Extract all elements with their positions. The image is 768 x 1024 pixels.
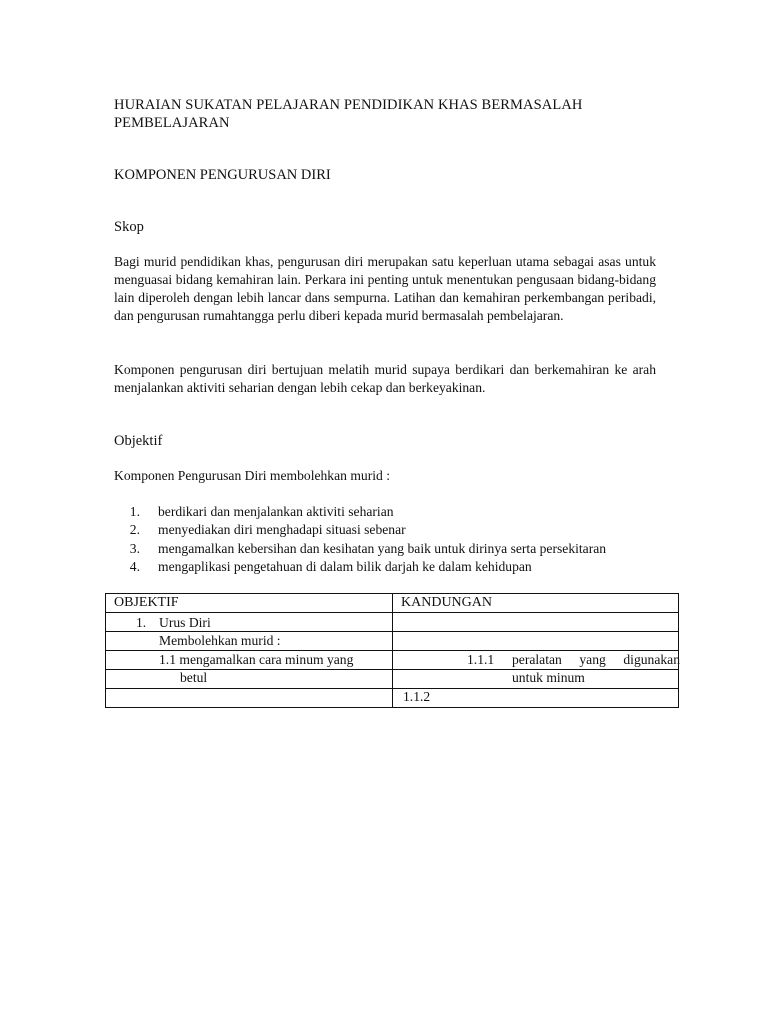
scope-paragraph-1: Bagi murid pendidikan khas, pengurusan diri merupakan satu keperluan utama sebagai asas untuk menguasai bidang kemahiran lain. Perkara ini penting untuk menentukan pengusaan bidang-bidang lain diperoleh dengan lebih lancar dans sempurna. Latihan dan kemahiran perkembangan peribadi, dan pengurusan rumahtangga perlu diberi kepada murid bermasalah pembelajaran.: [114, 254, 656, 323]
component-heading: KOMPONEN PENGURUSAN DIRI: [114, 167, 331, 183]
objective-cell: 1. Urus Diri Membolehkan murid : 1.1 mengamalkan cara minum yang betul: [106, 613, 393, 632]
scope-heading: Skop: [114, 219, 144, 235]
objective-heading: Objektif: [114, 433, 163, 449]
scope-paragraph-2: Komponen pengurusan diri bertujuan melatih murid supaya berdikari dan berkemahiran ke arah menjalankan aktiviti seharian dengan lebih cekap dan berkeyakinan.: [114, 362, 656, 395]
table-row: [106, 689, 679, 708]
list-item: 4. mengaplikasi pengetahuan di dalam bilik darjah ke dalam kehidupan: [129, 558, 532, 574]
content-cell: 1.1.1 peralatan yang digunakan untuk minum 1.1.2: [393, 613, 679, 632]
header-objektif: OBJEKTIF: [106, 594, 393, 613]
list-item: 3. mengamalkan kebersihan dan kesihatan yang baik untuk dirinya serta persekitaran: [129, 540, 607, 556]
list-item: 2. menyediakan diri menghadapi situasi sebenar: [129, 522, 406, 538]
objective-list: [114, 503, 606, 576]
table-header-row: [106, 594, 679, 613]
table-row: [106, 613, 679, 632]
list-item: 1. berdikari dan menjalankan aktiviti seharian: [129, 504, 394, 519]
header-kandungan: KANDUNGAN: [393, 594, 679, 613]
document-title: HURAIAN SUKATAN PELAJARAN PENDIDIKAN KHAS BERMASALAH PEMBELAJARAN: [114, 97, 583, 131]
objective-intro: Komponen Pengurusan Diri membolehkan murid :: [114, 468, 390, 483]
objective-content-table: [105, 593, 679, 708]
